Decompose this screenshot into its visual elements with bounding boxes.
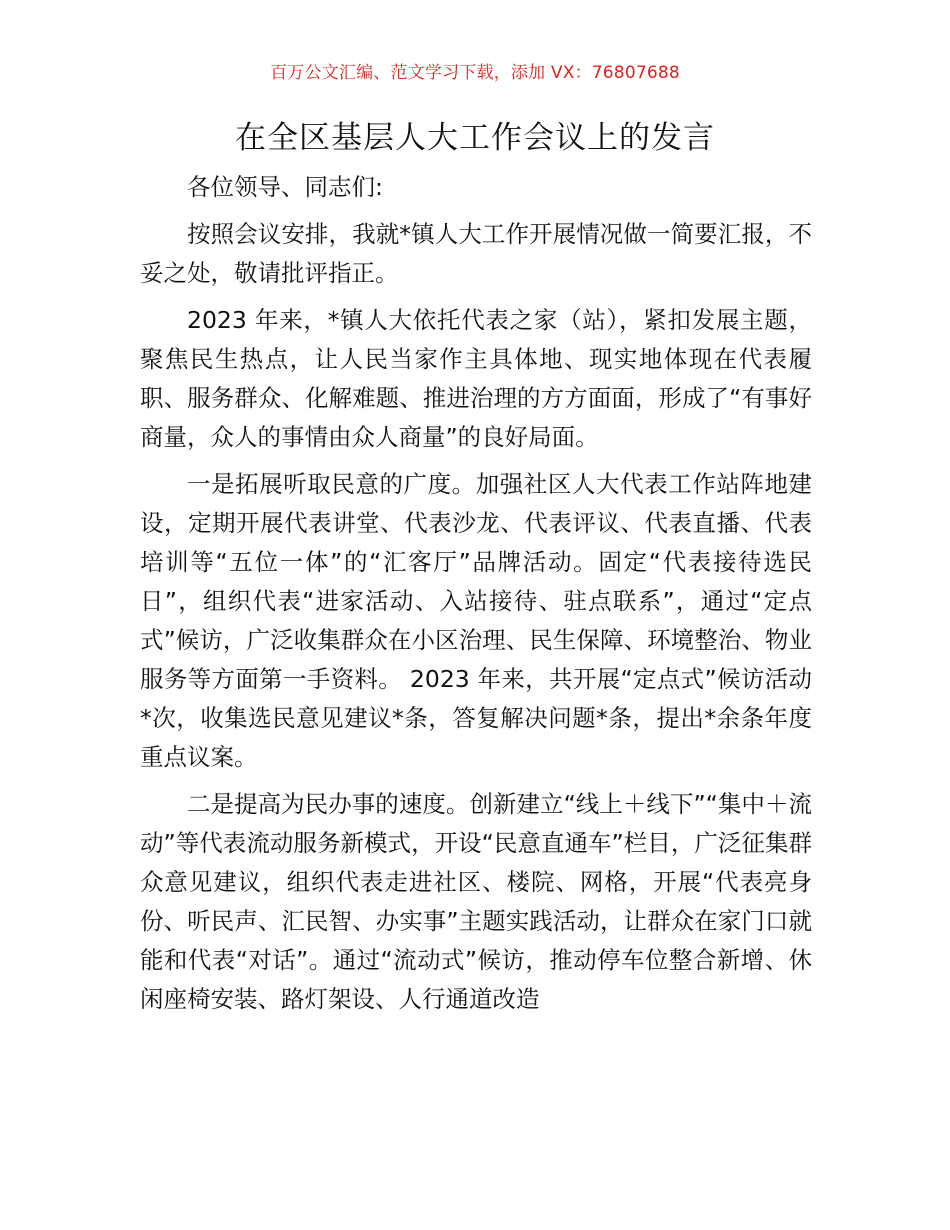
paragraph-3: 一是拓展听取民意的广度。加强社区人大代表工作站阵地建设，定期开展代表讲堂、代表沙龙、代表评议、代表直播、代表培训等“五位一体”的“汇客厅”品牌活动。固定“代表接待选民日”，组织代表“进家活动、入站接待、驻点联系”，通过“定点式”候访，广泛收集群众在小区治理、民生保障、环境整治、物业服务等方面第一手资料。 2023 年来，共开展“定点式”候访活动*次，收集选民意见建议*条，答复解决问题*条，提出*余条年度重点议案。: [140, 470, 812, 771]
paragraph-2: 2023 年来，*镇人大依托代表之家（站），紧扣发展主题，聚焦民生热点，让人民当家作主具体地、现实地体现在代表履职、服务群众、化解难题、推进治理的方方面面，形成了“有事好商量，众人的事情由众人商量”的良好局面。: [140, 306, 812, 451]
document-title: 在全区基层人大工作会议上的发言: [235, 120, 715, 156]
header-banner: 百万公文汇编、范文学习下载，添加 VX：76807688: [270, 63, 680, 83]
salutation: 各位领导、同志们:: [187, 173, 383, 201]
document-body: [140, 168, 812, 1027]
paragraph-1: 按照会议安排，我就*镇人大工作开展情况做一简要汇报，不妥之处，敬请批评指正。: [140, 220, 812, 287]
paragraph-4: 二是提高为民办事的速度。创新建立“线上＋线下”“集中＋流动”等代表流动服务新模式，开设“民意直通车”栏目，广泛征集群众意见建议，组织代表走进社区、楼院、网格，开展“代表亮身份、听民声、汇民智、办实事”主题实践活动，让群众在家门口就能和代表“对话”。通过“流动式”候访，推动停车位整合新增、休闲座椅安装、路灯架设、人行通道改造: [140, 790, 812, 1013]
